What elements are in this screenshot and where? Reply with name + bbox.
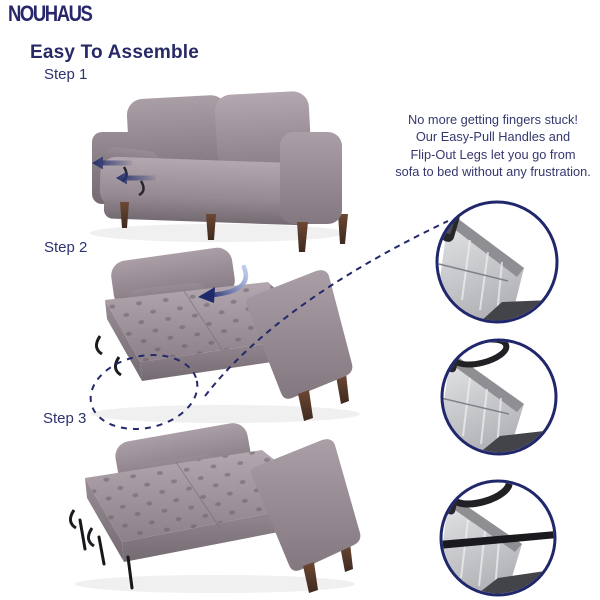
sofa-leg <box>338 214 348 244</box>
sofa-right-arm <box>280 132 342 224</box>
sofa-step3-illustration <box>70 421 360 593</box>
flip-out-leg <box>80 520 85 549</box>
description-line: sofa to bed without any frustration. <box>395 164 591 180</box>
pull-handle <box>70 510 76 528</box>
callout-circle-handle-lifted <box>437 335 557 456</box>
description-line: Our Easy-Pull Handles and <box>415 129 571 145</box>
sofa-step1-illustration <box>90 91 348 252</box>
description-line: Flip-Out Legs let you go from <box>410 146 576 162</box>
callout-circle-leg-out <box>437 470 557 597</box>
pull-handle <box>96 336 102 354</box>
description-line: No more getting fingers stuck! <box>408 112 578 127</box>
step-1-label: Step 1 <box>44 66 88 83</box>
pull-handle <box>88 528 94 546</box>
sofa-step2-illustration <box>90 246 360 423</box>
flip-out-leg <box>99 537 104 564</box>
step-3-label: Step 3 <box>43 410 87 427</box>
brand-logo: NOUHAUS <box>8 1 92 26</box>
callout-circle-handle-folded <box>435 202 557 324</box>
sofa-shadow <box>90 224 346 242</box>
step-2-label: Step 2 <box>44 239 88 256</box>
sofa-leg <box>297 222 308 252</box>
pull-handle <box>115 357 121 375</box>
sofa-shadow <box>90 405 360 423</box>
page-title: Easy To Assemble <box>30 42 199 63</box>
sofa-leg <box>120 202 129 228</box>
